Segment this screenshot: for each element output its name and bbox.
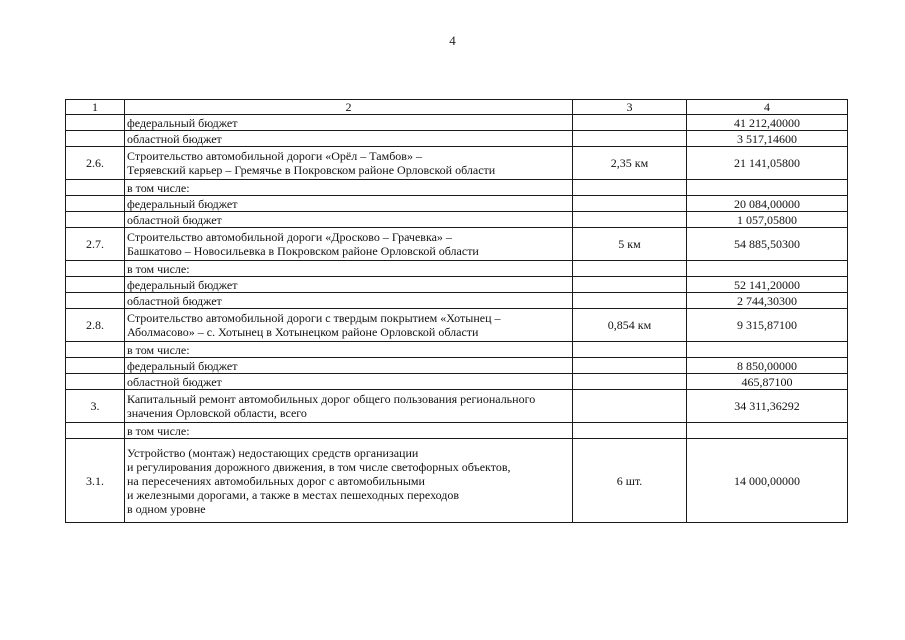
row-description-cell: федеральный бюджет xyxy=(125,115,573,131)
table-row xyxy=(66,180,848,196)
row-quantity-cell xyxy=(573,358,687,374)
row-amount-cell xyxy=(687,261,848,277)
row-amount-cell: 2 744,30300 xyxy=(687,293,848,309)
row-number-cell xyxy=(66,342,125,358)
row-description-cell: Капитальный ремонт автомобильных дорог общего пользования регионального значения Орловской области, всего xyxy=(125,390,573,423)
table-row xyxy=(66,439,848,523)
row-quantity-cell xyxy=(573,374,687,390)
row-amount-cell: 14 000,00000 xyxy=(687,439,848,523)
table-row xyxy=(66,423,848,439)
table-row xyxy=(66,196,848,212)
table-row xyxy=(66,390,848,423)
header-cell-4: 4 xyxy=(687,100,848,115)
row-number-cell xyxy=(66,196,125,212)
row-amount-cell: 8 850,00000 xyxy=(687,358,848,374)
table-row xyxy=(66,309,848,342)
row-amount-cell: 52 141,20000 xyxy=(687,277,848,293)
table-row xyxy=(66,147,848,180)
row-quantity-cell xyxy=(573,293,687,309)
row-description-cell: областной бюджет xyxy=(125,131,573,147)
row-amount-cell: 41 212,40000 xyxy=(687,115,848,131)
table-row xyxy=(66,358,848,374)
row-quantity-cell: 5 км xyxy=(573,228,687,261)
row-quantity-cell: 0,854 км xyxy=(573,309,687,342)
row-number-cell xyxy=(66,261,125,277)
row-amount-cell xyxy=(687,342,848,358)
row-description-cell: Строительство автомобильной дороги с твердым покрытием «Хотынец – Аболмасово» – с. Хотынец в Хотынецком районе Орловской области xyxy=(125,309,573,342)
row-number-cell: 3. xyxy=(66,390,125,423)
row-description-cell: Строительство автомобильной дороги «Орёл – Тамбов» – Теряевский карьер – Гремячье в Покровском районе Орловской области xyxy=(125,147,573,180)
table-row xyxy=(66,212,848,228)
row-quantity-cell xyxy=(573,115,687,131)
row-number-cell xyxy=(66,293,125,309)
row-number-cell xyxy=(66,212,125,228)
row-description-cell: областной бюджет xyxy=(125,293,573,309)
row-description-cell: федеральный бюджет xyxy=(125,196,573,212)
row-description-cell: Устройство (монтаж) недостающих средств организации и регулирования дорожного движения, в том числе светофорных объектов, на пересечениях автомобильных дорог с автомобильными и железными дорогами, а также в местах пешеходных переходов в одном уровне xyxy=(125,439,573,523)
row-amount-cell: 34 311,36292 xyxy=(687,390,848,423)
header-cell-1: 1 xyxy=(66,100,125,115)
table-row xyxy=(66,277,848,293)
row-number-cell xyxy=(66,131,125,147)
row-quantity-cell xyxy=(573,180,687,196)
row-amount-cell: 1 057,05800 xyxy=(687,212,848,228)
row-amount-cell: 20 084,00000 xyxy=(687,196,848,212)
row-quantity-cell xyxy=(573,342,687,358)
row-number-cell xyxy=(66,180,125,196)
row-amount-cell: 21 141,05800 xyxy=(687,147,848,180)
table-row xyxy=(66,115,848,131)
row-number-cell xyxy=(66,374,125,390)
row-quantity-cell xyxy=(573,196,687,212)
table-row xyxy=(66,293,848,309)
row-amount-cell: 54 885,50300 xyxy=(687,228,848,261)
row-description-cell: федеральный бюджет xyxy=(125,277,573,293)
row-amount-cell: 465,87100 xyxy=(687,374,848,390)
row-number-cell: 2.7. xyxy=(66,228,125,261)
row-number-cell: 2.8. xyxy=(66,309,125,342)
row-number-cell xyxy=(66,358,125,374)
row-quantity-cell xyxy=(573,423,687,439)
row-quantity-cell xyxy=(573,277,687,293)
column-number-header-row xyxy=(66,100,848,115)
row-quantity-cell xyxy=(573,261,687,277)
row-description-cell: в том числе: xyxy=(125,423,573,439)
row-description-cell: областной бюджет xyxy=(125,374,573,390)
row-quantity-cell: 2,35 км xyxy=(573,147,687,180)
row-amount-cell xyxy=(687,423,848,439)
row-description-cell: областной бюджет xyxy=(125,212,573,228)
header-cell-3: 3 xyxy=(573,100,687,115)
row-number-cell xyxy=(66,115,125,131)
row-amount-cell xyxy=(687,180,848,196)
row-number-cell: 2.6. xyxy=(66,147,125,180)
row-description-cell: Строительство автомобильной дороги «Дросково – Грачевка» – Башкатово – Новосильевка в Покровском районе Орловской области xyxy=(125,228,573,261)
row-description-cell: в том числе: xyxy=(125,180,573,196)
budget-table xyxy=(65,99,848,523)
table-row xyxy=(66,261,848,277)
budget-table-body xyxy=(66,100,848,523)
table-row xyxy=(66,131,848,147)
row-quantity-cell xyxy=(573,131,687,147)
row-amount-cell: 9 315,87100 xyxy=(687,309,848,342)
row-description-cell: в том числе: xyxy=(125,261,573,277)
row-description-cell: федеральный бюджет xyxy=(125,358,573,374)
row-quantity-cell: 6 шт. xyxy=(573,439,687,523)
row-quantity-cell xyxy=(573,390,687,423)
row-number-cell xyxy=(66,277,125,293)
row-amount-cell: 3 517,14600 xyxy=(687,131,848,147)
table-row xyxy=(66,342,848,358)
header-cell-2: 2 xyxy=(125,100,573,115)
table-row xyxy=(66,374,848,390)
page-number: 4 xyxy=(449,33,456,48)
row-number-cell: 3.1. xyxy=(66,439,125,523)
table-row xyxy=(66,228,848,261)
row-description-cell: в том числе: xyxy=(125,342,573,358)
row-quantity-cell xyxy=(573,212,687,228)
row-number-cell xyxy=(66,423,125,439)
